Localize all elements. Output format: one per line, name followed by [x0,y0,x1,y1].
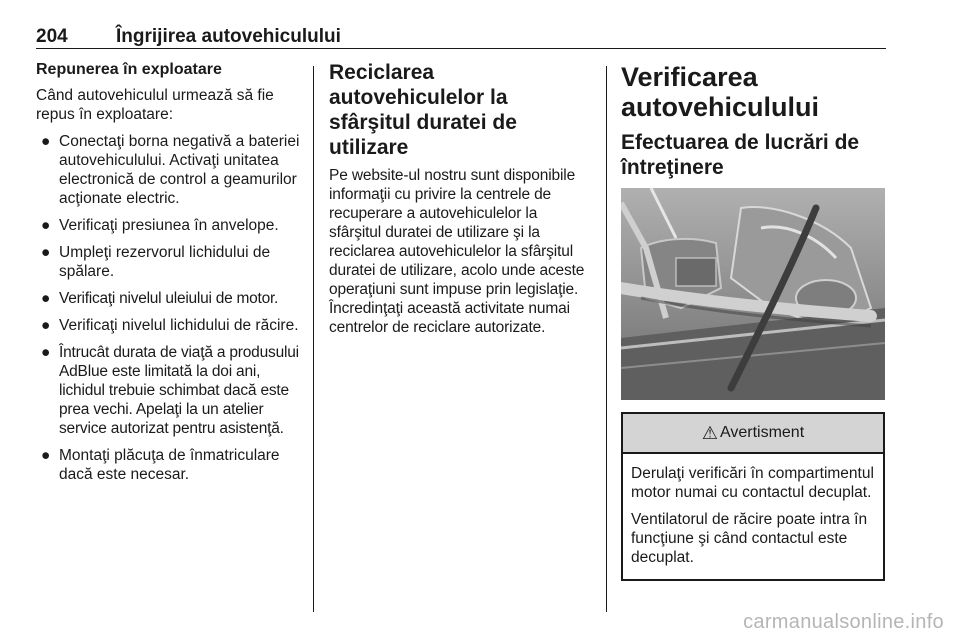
subsection-heading-maintenance: Efectuarea de lucrări de întreţinere [621,131,860,179]
warning-triangle-icon: ⚠ [701,422,718,443]
section-heading-recycling: Reciclarea autovehiculelor la sfârşitul duratei de utilizare [329,61,517,159]
list-item: ● Verificaţi nivelul uleiului de motor. [41,290,279,307]
warning-title: Avertisment [719,424,805,441]
column-divider-1 [313,66,314,612]
bullet-icon: ● [41,447,51,464]
bullet-icon: ● [41,244,51,261]
column-recommissioning [36,60,300,492]
warning-paragraph: Ventilatorul de răcire poate intra în funcţiune şi când contactul este decuplat. [631,511,868,566]
column-vehicle-checks [621,60,885,581]
list-item: ● Montaţi plăcuţa de înmatriculare dacă este necesar. [41,447,280,483]
recommissioning-intro: Când autovehiculul urmează să fie repus în exploatare: [36,87,274,123]
page-number: 204 [36,26,68,47]
list-item: ● Conectaţi borna negativă a bateriei autovehiculului. Activaţi unitatea electronică de control a geamurilor acţionate electric. [41,133,300,207]
warning-box [621,412,885,581]
watermark: carmanualsonline.info [743,611,944,633]
list-item: ● Întrucât durata de viaţă a produsului AdBlue este limitată la doi ani, lichidul trebuie schimbat dacă este prea vechi. Apelaţi la un atelier service autorizat pentru asistenţă. [41,344,299,437]
engine-bay-illustration [621,188,885,400]
list-item: ● Umpleţi rezervorul lichidului de spălare. [41,244,271,280]
column-divider-2 [606,66,607,612]
warning-paragraph: Derulaţi verificări în compartimentul motor numai cu contactul decuplat. [631,465,874,501]
section-heading-recommissioning: Repunerea în exploatare [36,61,222,78]
recycling-body: Pe website-ul nostru sunt disponibile informaţii cu privire la centrele de recuperare a autovehiculelor la sfârşitul duratei de utilizare şi la reciclarea autovehiculelor la sfârşitul duratei de utilizare, acolo unde aceste operaţiuni sunt impuse prin legislaţie. Încredinţaţi această activitate numai centrelor de reciclare autorizate. [329,167,585,336]
bullet-icon: ● [41,290,51,307]
bullet-icon: ● [41,217,51,234]
page-header [36,0,886,49]
recommissioning-list [36,132,300,484]
list-item: ● Verificaţi nivelul lichidului de răcire. [41,317,299,334]
warning-header [623,414,883,454]
bullet-icon: ● [41,344,51,361]
running-title: Îngrijirea autovehiculului [116,26,341,47]
column-recycling [329,60,593,345]
list-item: ● Verificaţi presiunea în anvelope. [41,217,279,234]
warning-body [623,454,883,579]
section-heading-vehicle-checks: Verificarea autovehiculului [621,62,820,122]
bullet-icon: ● [41,317,51,334]
bullet-icon: ● [41,133,51,150]
